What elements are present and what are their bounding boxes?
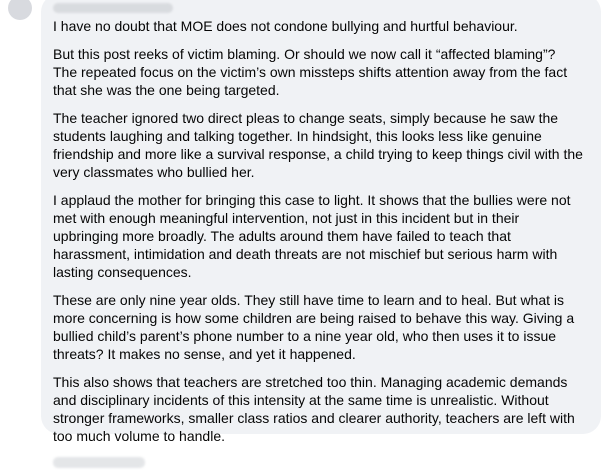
- comment-paragraph-6: This also shows that teachers are stretched too thin. Managing academic demands and disciplinary incidents of this intensity at the same time is unrealistic. Without stronger frameworks, smaller class ratios and clearer authority, teachers are left with too much volume to handle.: [53, 374, 575, 444]
- comment-paragraph-2: But this post reeks of victim blaming. Or should we now call it “affected blaming”? The repeated focus on the victim’s own missteps shifts attention away from the fact that she was the one being targeted.: [53, 46, 568, 98]
- comment-bubble: [41, 0, 601, 444]
- comment-paragraph-5: These are only nine year olds. They still have time to learn and to heal. But what is more concerning is how some children are being raised to behave this way. Giving a bullied child’s parent’s phone number to a nine year old, who then uses it to issue threats? It makes no sense, and yet it happened.: [53, 292, 575, 362]
- comment-paragraph-4: I applaud the mother for bringing this case to light. It shows that the bullies were not met with enough meaningful intervention, not just in this incident but in their upbringing more broadly. The adults around them have failed to teach that harassment, intimidation and death threats are not mischief but serious harm with lasting consequences.: [53, 192, 571, 280]
- avatar[interactable]: [8, 0, 32, 20]
- comment-paragraph-3: The teacher ignored two direct pleas to change seats, simply because he saw the students laughing and talking together. In hindsight, this looks less like genuine friendship and more like a survival response, a child trying to keep things civil with the very classmates who bullied her.: [53, 110, 583, 180]
- comment-author[interactable]: [53, 0, 583, 14]
- redacted-footer-text: [53, 457, 145, 468]
- comment-paragraph-1: I have no doubt that MOE does not condone bullying and hurtful behaviour.: [53, 18, 518, 34]
- redacted-author-name: [53, 3, 173, 13]
